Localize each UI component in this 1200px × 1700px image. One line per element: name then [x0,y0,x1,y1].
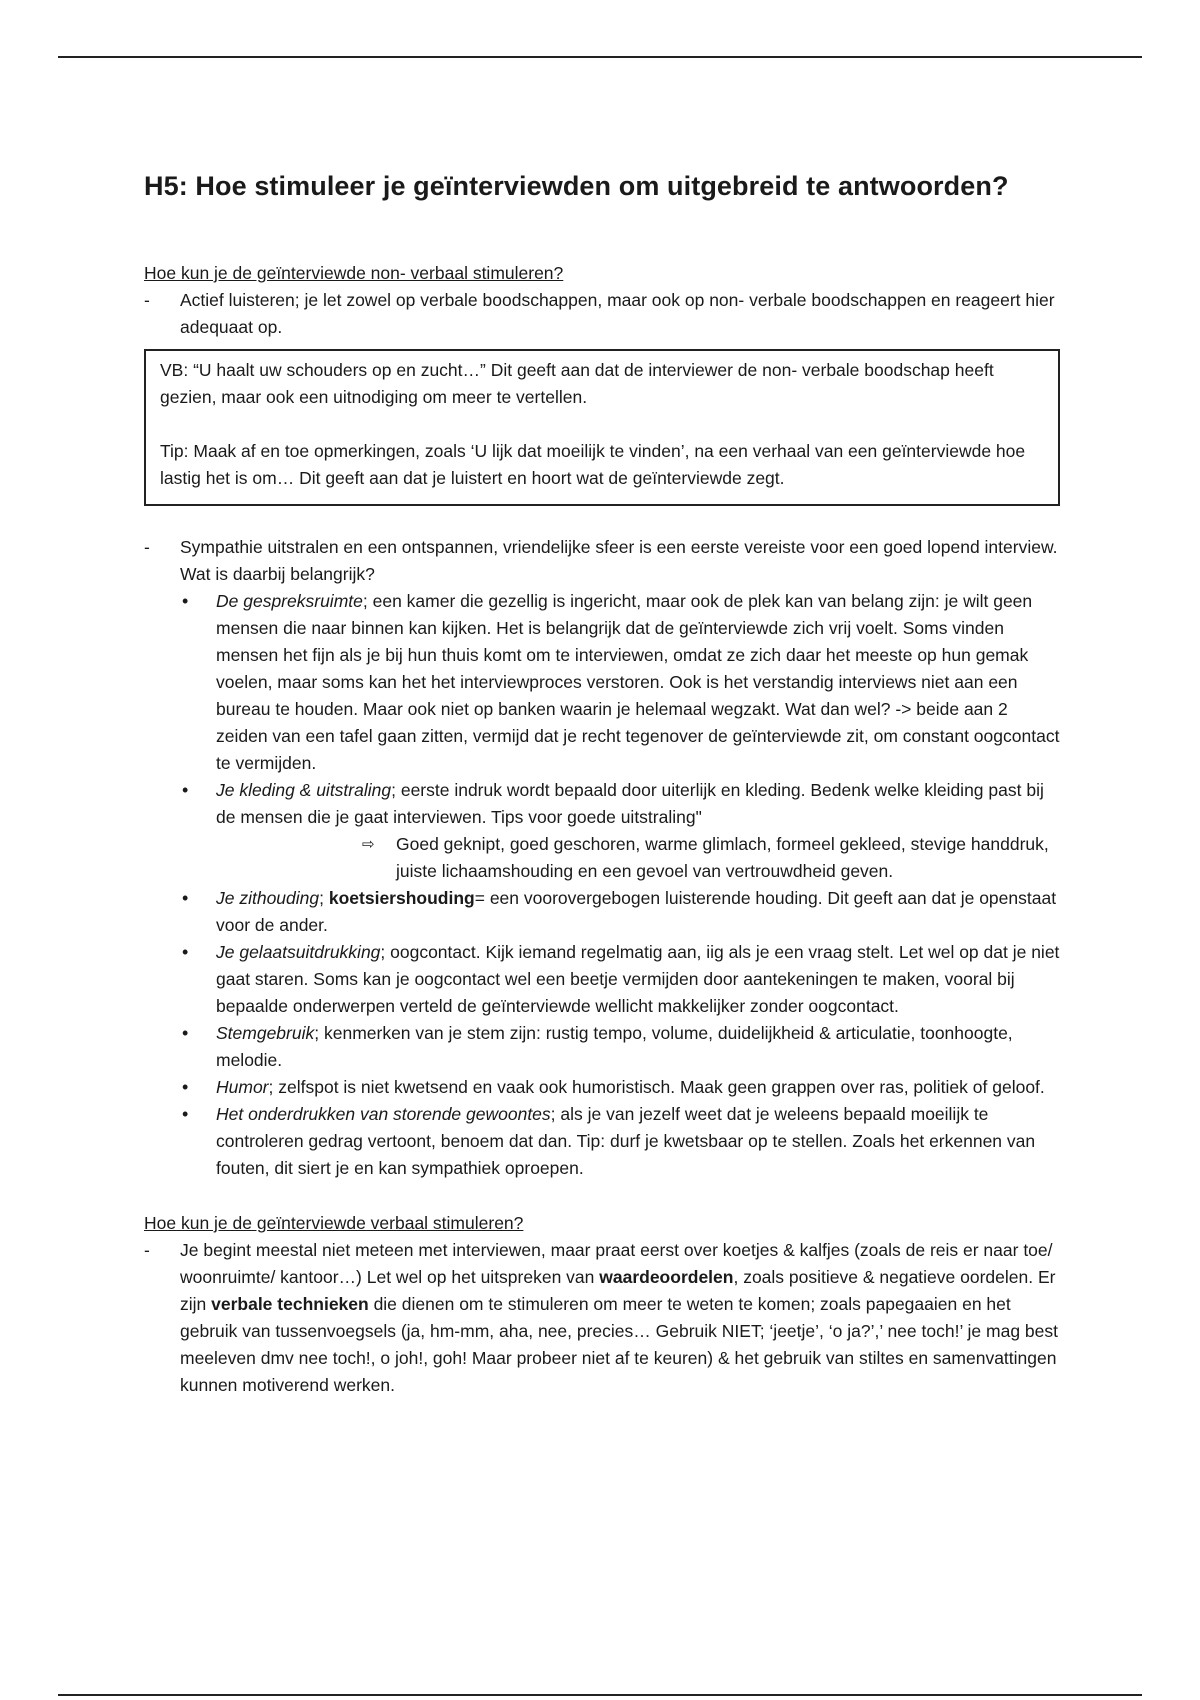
bullet-kleding [180,777,1060,885]
bullet-gespreksruimte [180,588,1060,777]
sympathie-text: Sympathie uitstralen en een ontspannen, vriendelijke sfeer is een eerste vereiste voor een goed lopend interview. Wat is daarbij belangrijk? [180,537,1058,584]
bullet-term: Het onderdrukken van storende gewoontes [216,1104,551,1124]
footer-rule [58,1694,1142,1696]
document-body [144,168,1060,1399]
bullet-term: Je kleding & uitstraling [216,780,392,800]
bullet-text: ; eerste indruk wordt bepaald door uiterlijk en kleding. Bedenk welke kleiding past bij de mensen die je gaat interviewen. Tips voor goede uitstraling" [216,780,1044,827]
bold-verbale-technieken: verbale technieken [211,1294,369,1314]
sub-tip-text: Goed geknipt, goed geschoren, warme glimlach, formeel gekleed, stevige handdruk, juiste lichaamshouding en een gevoel van vertrouwdheid geven. [396,834,1049,881]
bullet-term: Humor [216,1077,269,1097]
bullet-text: ; een kamer die gezellig is ingericht, maar ook de plek kan van belang zijn: je wilt geen mensen die naar binnen kan kijken. Het is belangrijk dat de geïnterviewde zich vrij voelt. Soms vinden mensen het fijn als je bij hun thuis komt om te interviewen, omdat ze zich daar het meeste op hun gemak voelen, maar soms kan het het interviewproces verstoren. Ook is het verstandig interviews niet aan een bureau te houden. Maar ook niet op banken waarin je helemaal wegzakt. Wat dan wel? -> beide aan 2 zeiden van een tafel gaan zitten, vermijd dat je recht tegenover de geïnterviewde zit, om constant oogcontact te vermijden. [216,591,1060,773]
header-rule [58,56,1142,58]
page-title: H5: Hoe stimuleer je geïnterviewden om uitgebreid te antwoorden? [144,171,1009,201]
bullet-gewoontes [180,1101,1060,1182]
bullet-gelaatsuitdrukking [180,939,1060,1020]
list-item-actief-luisteren: - Actief luisteren; je let zowel op verbale boodschappen, maar ook op non- verbale boodschappen en reageert hier adequaat op. [144,287,1060,341]
verbal-text-a: Je begint meestal niet meteen met interviewen, maar praat eerst over koetjes & kalfjes (zoals de reis er naar toe/ woonruimte/ kantoor…) Let wel op het uitspreken van [180,1240,1053,1287]
dash-list-sympathie [144,534,1060,1182]
bullet-term: Stemgebruik [216,1023,315,1043]
bullet-text-pre: ; [319,888,329,908]
dash-list-verbal [144,1237,1060,1399]
sub-tip [216,831,1060,885]
bullet-term: De gespreksruimte [216,591,363,611]
bullet-list-factors [180,588,1060,1182]
bullet-text: ; zelfspot is niet kwetsend en vaak ook humoristisch. Maak geen grappen over ras, politiek of geloof. [268,1077,1045,1097]
section-heading-nonverbal: Hoe kun je de geïnterviewde non- verbaal stimuleren? [144,263,564,283]
example-box [144,349,1060,506]
bullet-text: ; oogcontact. Kijk iemand regelmatig aan, iig als je een vraag stelt. Let wel op dat je niet gaat staren. Soms kan je oogcontact wel een beetje vermijden door aantekeningen te maken, vooral bij bepaalde onderwerpen verteld de geïnterviewde wellicht makkelijker zonder oogcontact. [216,942,1060,1016]
bold-waardeoordelen: waardeoordelen [599,1267,734,1287]
bullet-zithouding [180,885,1060,939]
list-item-sympathie [144,534,1060,1182]
bullet-bold-term: koetsiershouding [328,888,475,908]
list-item-verbal [144,1237,1060,1399]
bullet-term: Je gelaatsuitdrukking [216,942,381,962]
bullet-text: ; kenmerken van je stem zijn: rustig tempo, volume, duidelijkheid & articulatie, toonhoogte, melodie. [216,1023,1013,1070]
example-text: VB: “U haalt uw schouders op en zucht…” Dit geeft aan dat de interviewer de non- verbale boodschap heeft gezien, maar ook een uitnodiging om meer te vertellen. [160,360,994,407]
dash-list-nonverbal [144,287,1060,341]
arrow-right-icon: ⇨ [362,836,375,853]
section-heading-verbal: Hoe kun je de geïnterviewde verbaal stimuleren? [144,1213,524,1233]
bullet-stemgebruik [180,1020,1060,1074]
bullet-term: Je zithouding [216,888,320,908]
bullet-text: = een voorovergebogen luisterende houding. Dit geeft aan dat je openstaat voor de ander. [216,888,1057,935]
bullet-humor [180,1074,1060,1101]
tip-text: Tip: Maak af en toe opmerkingen, zoals ‘U lijk dat moeilijk te vinden’, na een verhaal van een geïnterviewde hoe lastig het is om… Dit geeft aan dat je luistert en hoort wat de geïnterviewde zegt. [160,441,1026,488]
bullet-text: ; als je van jezelf weet dat je weleens bepaald moeilijk te controleren gedrag vertoont, benoem dat dan. Tip: durf je kwetsbaar op te stellen. Zoals het erkennen van fouten, dit siert je en kan sympathiek oproepen. [216,1104,1036,1178]
verbal-text-c: die dienen om te stimuleren om meer te weten te komen; zoals papegaaien en het gebruik van tussenvoegsels (ja, hm-mm, aha, nee, precies… Gebruik NIET; ‘jeetje’, ‘o ja?’,’ nee toch!’ je mag best meeleven dmv nee toch!, o joh!, goh! Maar probeer niet af te keuren) & het gebruik van stiltes en samenvattingen kunnen motiverend werken. [180,1294,1059,1395]
verbal-text-b: , zoals positieve & negatieve oordelen. Er zijn [180,1267,1056,1314]
